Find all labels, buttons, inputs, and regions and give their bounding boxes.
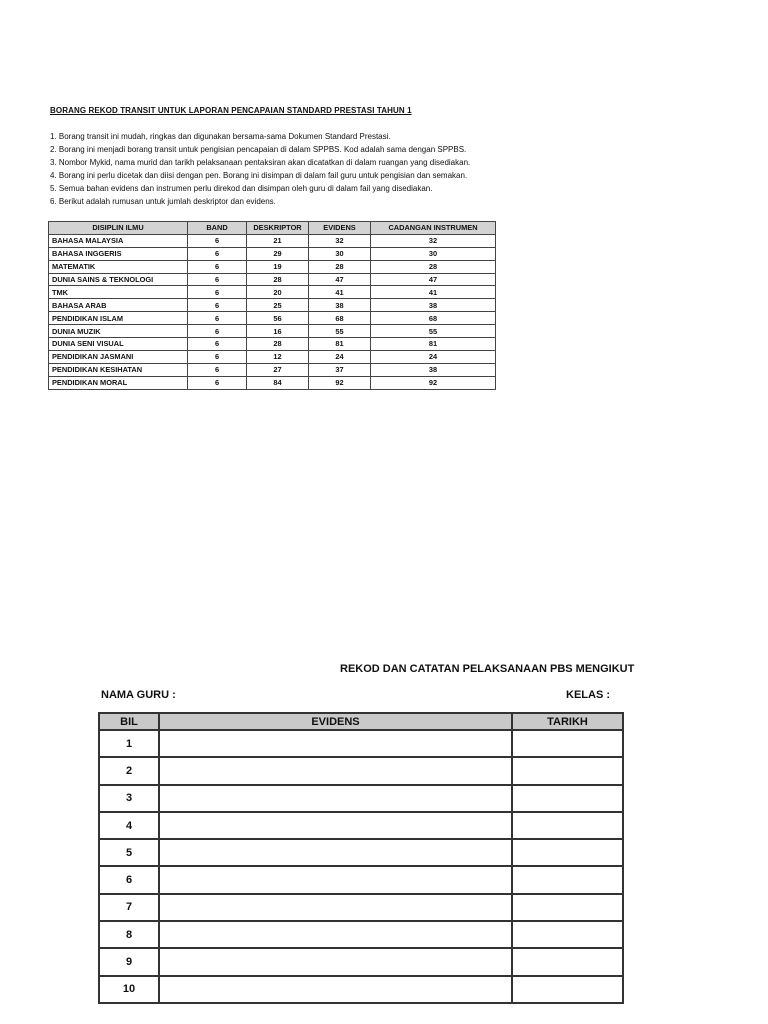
record-row bbox=[99, 757, 623, 784]
tarikh-entry-cell[interactable] bbox=[512, 812, 623, 839]
table-header-row bbox=[49, 222, 496, 235]
record-row bbox=[99, 894, 623, 921]
row-number: 8 bbox=[99, 921, 159, 948]
record-row bbox=[99, 976, 623, 1003]
instrumen-cell: 68 bbox=[371, 312, 496, 325]
row-number: 10 bbox=[99, 976, 159, 1003]
instrumen-cell: 81 bbox=[371, 338, 496, 351]
row-number: 3 bbox=[99, 785, 159, 812]
evidens-cell: 37 bbox=[309, 363, 371, 376]
band-cell: 6 bbox=[188, 338, 247, 351]
evidens-cell: 68 bbox=[309, 312, 371, 325]
deskriptor-cell: 28 bbox=[247, 338, 309, 351]
evidens-entry-cell[interactable] bbox=[159, 866, 512, 893]
tarikh-entry-cell[interactable] bbox=[512, 866, 623, 893]
class-label: KELAS : bbox=[566, 689, 610, 701]
column-header: BAND bbox=[188, 222, 247, 235]
subject-cell: DUNIA SENI VISUAL bbox=[49, 338, 188, 351]
band-cell: 6 bbox=[188, 312, 247, 325]
tarikh-entry-cell[interactable] bbox=[512, 921, 623, 948]
record-row bbox=[99, 948, 623, 975]
subject-cell: BAHASA MALAYSIA bbox=[49, 234, 188, 247]
row-number: 6 bbox=[99, 866, 159, 893]
table-row bbox=[49, 325, 496, 338]
row-number: 9 bbox=[99, 948, 159, 975]
instrumen-cell: 24 bbox=[371, 350, 496, 363]
deskriptor-cell: 29 bbox=[247, 247, 309, 260]
deskriptor-cell: 12 bbox=[247, 350, 309, 363]
deskriptor-cell: 56 bbox=[247, 312, 309, 325]
table-row bbox=[49, 286, 496, 299]
evidens-entry-cell[interactable] bbox=[159, 757, 512, 784]
subject-cell: BAHASA ARAB bbox=[49, 299, 188, 312]
evidens-entry-cell[interactable] bbox=[159, 894, 512, 921]
summary-table bbox=[48, 221, 496, 390]
band-cell: 6 bbox=[188, 376, 247, 389]
instrumen-cell: 38 bbox=[371, 363, 496, 376]
record-row bbox=[99, 866, 623, 893]
evidens-cell: 55 bbox=[309, 325, 371, 338]
note-line: 3. Nombor Mykid, nama murid dan tarikh pelaksanaan pentaksiran akan dicatatkan di dalam ruangan yang disediakan. bbox=[50, 158, 471, 167]
note-line: 6. Berikut adalah rumusan untuk jumlah deskriptor dan evidens. bbox=[50, 197, 276, 206]
instrumen-cell: 28 bbox=[371, 260, 496, 273]
instrumen-cell: 47 bbox=[371, 273, 496, 286]
evidens-entry-cell[interactable] bbox=[159, 976, 512, 1003]
evidens-entry-cell[interactable] bbox=[159, 812, 512, 839]
form-title: BORANG REKOD TRANSIT UNTUK LAPORAN PENCAPAIAN STANDARD PRESTASI TAHUN 1 bbox=[50, 106, 412, 115]
table-row bbox=[49, 350, 496, 363]
subject-cell: PENDIDIKAN ISLAM bbox=[49, 312, 188, 325]
band-cell: 6 bbox=[188, 350, 247, 363]
row-number: 4 bbox=[99, 812, 159, 839]
instrumen-cell: 92 bbox=[371, 376, 496, 389]
evidens-entry-cell[interactable] bbox=[159, 730, 512, 757]
tarikh-entry-cell[interactable] bbox=[512, 976, 623, 1003]
subject-cell: MATEMATIK bbox=[49, 260, 188, 273]
band-cell: 6 bbox=[188, 325, 247, 338]
instruction-notes bbox=[50, 130, 550, 208]
table-row bbox=[49, 338, 496, 351]
evidens-entry-cell[interactable] bbox=[159, 921, 512, 948]
note-line: 1. Borang transit ini mudah, ringkas dan digunakan bersama-sama Dokumen Standard Prestasi. bbox=[50, 132, 391, 141]
record-header-row bbox=[99, 713, 623, 730]
evidens-cell: 81 bbox=[309, 338, 371, 351]
subject-cell: BAHASA INGGERIS bbox=[49, 247, 188, 260]
deskriptor-cell: 28 bbox=[247, 273, 309, 286]
band-cell: 6 bbox=[188, 260, 247, 273]
record-row bbox=[99, 812, 623, 839]
deskriptor-cell: 16 bbox=[247, 325, 309, 338]
teacher-name-label: NAMA GURU : bbox=[101, 689, 176, 701]
instrumen-cell: 38 bbox=[371, 299, 496, 312]
table-row bbox=[49, 312, 496, 325]
note-line: 5. Semua bahan evidens dan instrumen perlu direkod dan disimpan oleh guru di dalam fail yang disediakan. bbox=[50, 184, 433, 193]
note-line: 4. Borang ini perlu dicetak dan diisi dengan pen. Borang ini disimpan di dalam fail guru untuk pengisian dan semakan. bbox=[50, 171, 468, 180]
row-number: 1 bbox=[99, 730, 159, 757]
row-number: 7 bbox=[99, 894, 159, 921]
instrumen-cell: 41 bbox=[371, 286, 496, 299]
evidens-entry-cell[interactable] bbox=[159, 948, 512, 975]
record-row bbox=[99, 785, 623, 812]
column-header: EVIDENS bbox=[159, 713, 512, 730]
instrumen-cell: 55 bbox=[371, 325, 496, 338]
record-row bbox=[99, 839, 623, 866]
row-number: 2 bbox=[99, 757, 159, 784]
band-cell: 6 bbox=[188, 234, 247, 247]
record-heading: REKOD DAN CATATAN PELAKSANAAN PBS MENGIKUT bbox=[340, 663, 635, 675]
deskriptor-cell: 84 bbox=[247, 376, 309, 389]
evidens-cell: 47 bbox=[309, 273, 371, 286]
evidens-entry-cell[interactable] bbox=[159, 839, 512, 866]
band-cell: 6 bbox=[188, 363, 247, 376]
evidens-entry-cell[interactable] bbox=[159, 785, 512, 812]
subject-cell: PENDIDIKAN KESIHATAN bbox=[49, 363, 188, 376]
subject-cell: DUNIA MUZIK bbox=[49, 325, 188, 338]
band-cell: 6 bbox=[188, 299, 247, 312]
subject-cell: TMK bbox=[49, 286, 188, 299]
column-header: EVIDENS bbox=[309, 222, 371, 235]
row-number: 5 bbox=[99, 839, 159, 866]
instrumen-cell: 30 bbox=[371, 247, 496, 260]
table-row bbox=[49, 376, 496, 389]
tarikh-entry-cell[interactable] bbox=[512, 757, 623, 784]
tarikh-entry-cell[interactable] bbox=[512, 894, 623, 921]
table-row bbox=[49, 299, 496, 312]
table-row bbox=[49, 260, 496, 273]
deskriptor-cell: 25 bbox=[247, 299, 309, 312]
subject-cell: PENDIDIKAN JASMANI bbox=[49, 350, 188, 363]
band-cell: 6 bbox=[188, 247, 247, 260]
column-header: BIL bbox=[99, 713, 159, 730]
table-row bbox=[49, 273, 496, 286]
record-row bbox=[99, 921, 623, 948]
evidens-cell: 38 bbox=[309, 299, 371, 312]
table-row bbox=[49, 234, 496, 247]
tarikh-entry-cell[interactable] bbox=[512, 785, 623, 812]
deskriptor-cell: 19 bbox=[247, 260, 309, 273]
instrumen-cell: 32 bbox=[371, 234, 496, 247]
deskriptor-cell: 21 bbox=[247, 234, 309, 247]
column-header: CADANGAN INSTRUMEN bbox=[371, 222, 496, 235]
band-cell: 6 bbox=[188, 286, 247, 299]
evidens-cell: 32 bbox=[309, 234, 371, 247]
column-header: DISIPLIN ILMU bbox=[49, 222, 188, 235]
deskriptor-cell: 27 bbox=[247, 363, 309, 376]
column-header: TARIKH bbox=[512, 713, 623, 730]
transit-form-section bbox=[50, 106, 550, 208]
table-row bbox=[49, 247, 496, 260]
tarikh-entry-cell[interactable] bbox=[512, 730, 623, 757]
subject-cell: PENDIDIKAN MORAL bbox=[49, 376, 188, 389]
evidens-cell: 41 bbox=[309, 286, 371, 299]
evidens-cell: 30 bbox=[309, 247, 371, 260]
tarikh-entry-cell[interactable] bbox=[512, 839, 623, 866]
record-row bbox=[99, 730, 623, 757]
evidens-cell: 28 bbox=[309, 260, 371, 273]
note-line: 2. Borang ini menjadi borang transit untuk pengisian pencapaian di dalam SPPBS. Kod adalah sama dengan SPPBS. bbox=[50, 145, 467, 154]
tarikh-entry-cell[interactable] bbox=[512, 948, 623, 975]
subject-cell: DUNIA SAINS & TEKNOLOGI bbox=[49, 273, 188, 286]
deskriptor-cell: 20 bbox=[247, 286, 309, 299]
record-table bbox=[98, 712, 624, 1004]
table-row bbox=[49, 363, 496, 376]
evidens-cell: 24 bbox=[309, 350, 371, 363]
evidens-cell: 92 bbox=[309, 376, 371, 389]
band-cell: 6 bbox=[188, 273, 247, 286]
column-header: DESKRIPTOR bbox=[247, 222, 309, 235]
